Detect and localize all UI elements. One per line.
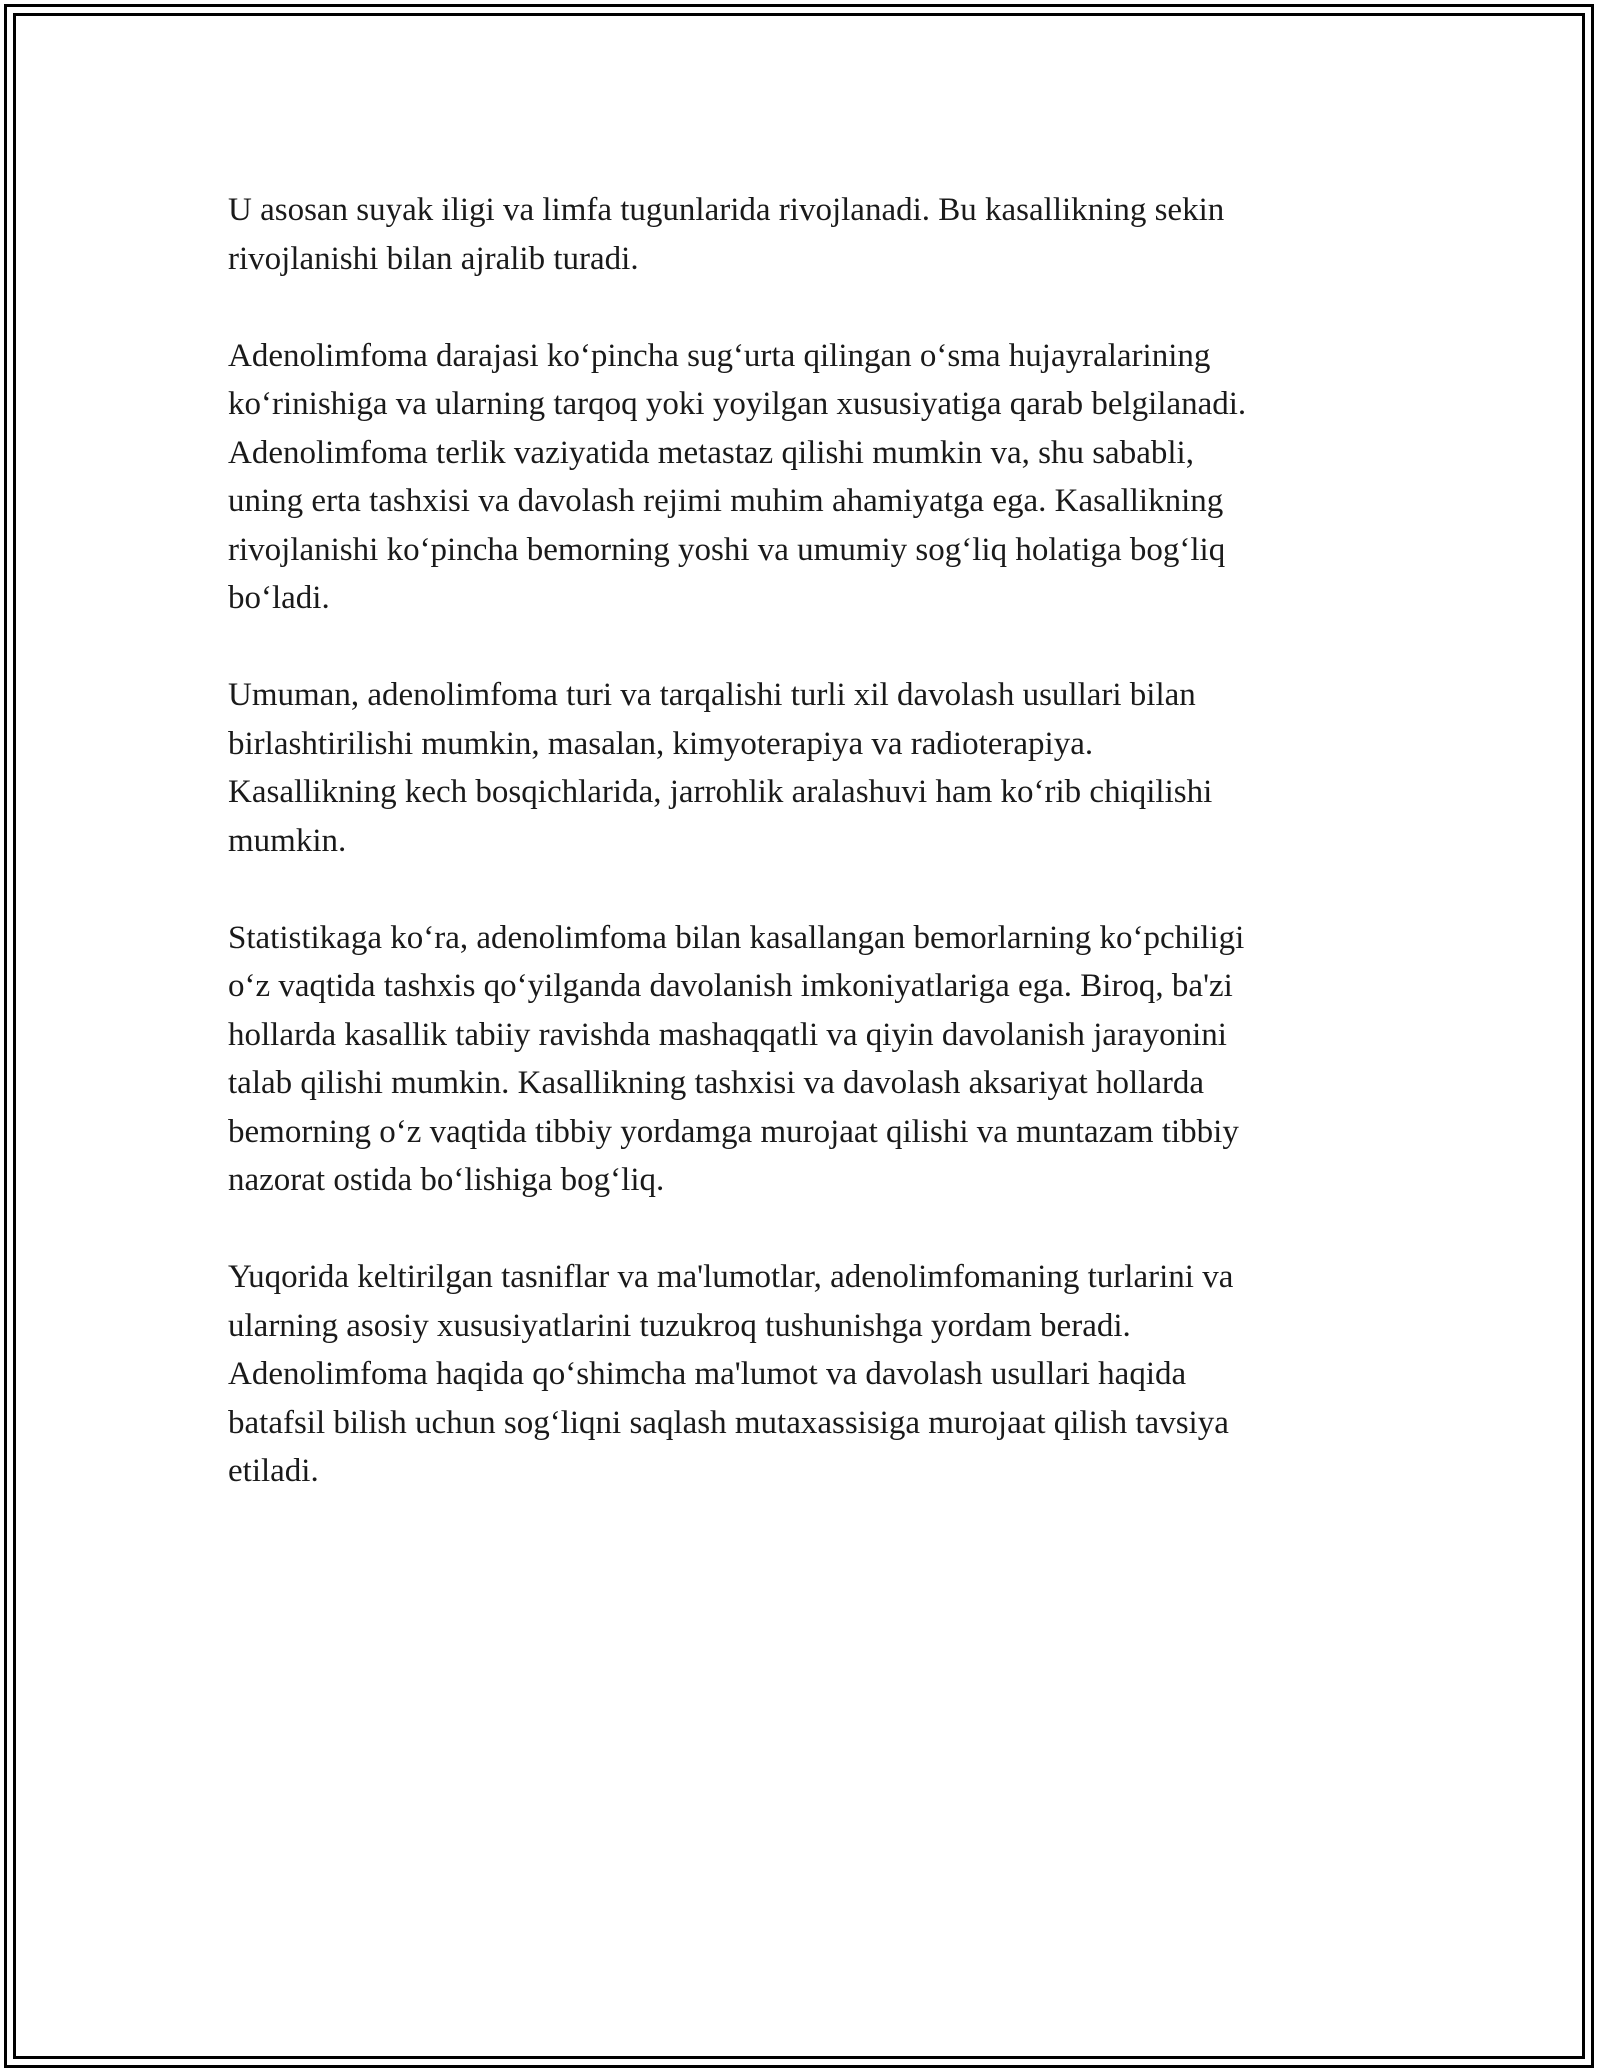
paragraph-4 xyxy=(228,914,1388,1205)
paragraph-1 xyxy=(228,186,1388,283)
text-line: Adenolimfoma terlik vaziyatida metastaz qilishi mumkin va, shu sababli, xyxy=(228,434,1194,471)
text-line: rivojlanishi ko‘pincha bemorning yoshi va umumiy sog‘liq holatiga bog‘liq xyxy=(228,531,1226,568)
text-line: Yuqorida keltirilgan tasniflar va ma'lumotlar, adenolimfomaning turlarini va xyxy=(228,1259,1234,1295)
text-line: hollarda kasallik tabiiy ravishda mashaqqatli va qiyin davolanish jarayonini xyxy=(228,1016,1227,1053)
text-line: uning erta tashxisi va davolash rejimi muhim ahamiyatga ega. Kasallikning xyxy=(228,483,1224,519)
text-line: nazorat ostida bo‘lishiga bog‘liq. xyxy=(228,1162,665,1198)
paragraph-3 xyxy=(228,671,1388,865)
text-line: batafsil bilish uchun sog‘liqni saqlash mutaxassisiga murojaat qilish tavsiya xyxy=(228,1404,1229,1441)
text-line: Adenolimfoma darajasi ko‘pincha sug‘urta qilingan o‘sma hujayralarining xyxy=(228,337,1211,374)
document-body xyxy=(228,186,1388,1544)
text-line: bemorning o‘z vaqtida tibbiy yordamga murojaat qilishi va muntazam tibbiy xyxy=(228,1113,1239,1150)
text-line: Kasallikning kech bosqichlarida, jarrohlik aralashuvi ham ko‘rib chiqilishi xyxy=(228,774,1213,810)
text-line: talab qilishi mumkin. Kasallikning tashxisi va davolash aksariyat hollarda xyxy=(228,1065,1205,1101)
paragraph-5 xyxy=(228,1253,1388,1496)
text-line: Umuman, adenolimfoma turi va tarqalishi turli xil davolash usullari bilan xyxy=(228,677,1196,713)
text-line: bo‘ladi. xyxy=(228,580,330,616)
text-line: rivojlanishi bilan ajralib turadi. xyxy=(228,240,639,277)
paragraph-2 xyxy=(228,332,1388,623)
text-line: o‘z vaqtida tashxis qo‘yilganda davolanish imkoniyatlariga ega. Biroq, ba'zi xyxy=(228,968,1233,1004)
text-line: birlashtirilishi mumkin, masalan, kimyoterapiya va radioterapiya. xyxy=(228,725,1094,762)
text-line: ularning asosiy xususiyatlarini tuzukroq tushunishga yordam beradi. xyxy=(228,1307,1131,1344)
text-line: U asosan suyak iligi va limfa tugunlarida rivojlanadi. Bu kasallikning sekin xyxy=(228,192,1225,228)
text-line: Statistikaga ko‘ra, adenolimfoma bilan kasallangan bemorlarning ko‘pchiligi xyxy=(228,919,1245,956)
text-line: etiladi. xyxy=(228,1453,319,1489)
text-line: ko‘rinishiga va ularning tarqoq yoki yoyilgan xususiyatiga qarab belgilanadi. xyxy=(228,386,1247,422)
text-line: mumkin. xyxy=(228,822,347,859)
text-line: Adenolimfoma haqida qo‘shimcha ma'lumot va davolash usullari haqida xyxy=(228,1356,1187,1392)
